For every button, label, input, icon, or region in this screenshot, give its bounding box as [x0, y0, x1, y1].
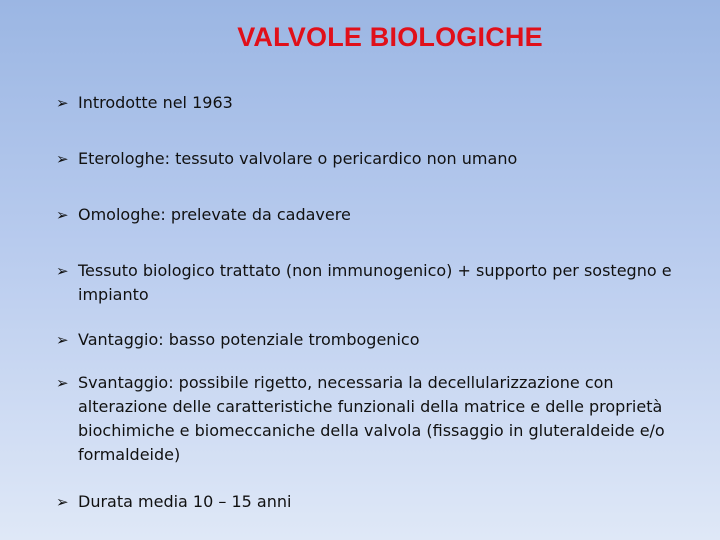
slide-title: VALVOLE BIOLOGICHE	[237, 22, 543, 52]
arrow-bullet-icon: ➢	[56, 206, 69, 224]
bullet-text: Vantaggio: basso potenziale trombogenico	[78, 330, 420, 349]
bullet-text: Durata media 10 – 15 anni	[78, 492, 292, 511]
arrow-bullet-icon: ➢	[56, 150, 69, 168]
arrow-bullet-icon: ➢	[56, 493, 69, 511]
arrow-bullet-icon: ➢	[56, 94, 69, 112]
bullet-text: Eterologhe: tessuto valvolare o pericardico non umano	[78, 149, 518, 168]
bullet-text: Introdotte nel 1963	[78, 93, 233, 112]
arrow-bullet-icon: ➢	[56, 374, 69, 392]
bullet-text: Omologhe: prelevate da cadavere	[78, 205, 351, 224]
bullet-text: Svantaggio: possibile rigetto, necessaria la decellularizzazione con alterazione delle caratteristiche funzionali della matrice e delle proprietà biochimiche e biomeccaniche della valvola (fissaggio in gluteraldeide e/o formaldeide)	[78, 373, 665, 464]
arrow-bullet-icon: ➢	[56, 331, 69, 349]
arrow-bullet-icon: ➢	[56, 262, 69, 280]
bullet-text: Tessuto biologico trattato (non immunogenico) + supporto per sostegno e impianto	[78, 261, 672, 304]
